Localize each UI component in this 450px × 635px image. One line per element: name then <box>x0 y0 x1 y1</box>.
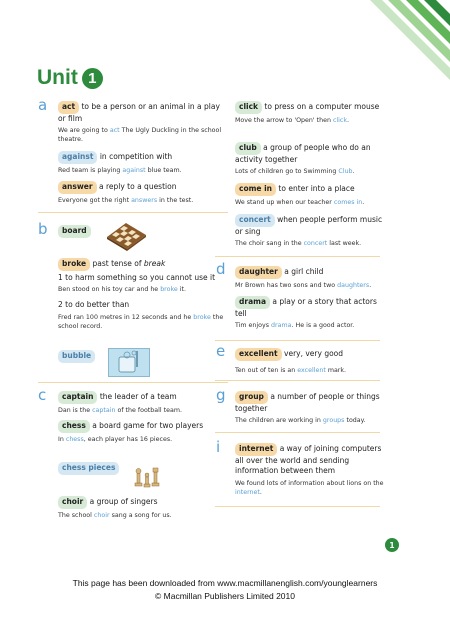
entry-daughter <box>235 266 385 290</box>
entry-club <box>235 142 385 176</box>
example-broke-1: Ben stood on his toy car and he broke it. <box>58 286 187 293</box>
definition-answer: a reply to a question <box>98 182 177 191</box>
entry-group <box>235 391 385 425</box>
example-choir: The school choir sang a song for us. <box>58 511 172 519</box>
definition-group: a number of people or things together <box>235 392 380 413</box>
letter-c: c <box>38 386 47 404</box>
headword-choir: choir <box>58 496 87 509</box>
letter-g: g <box>216 386 226 404</box>
headword-chess-pieces: chess pieces <box>58 462 119 475</box>
headword-come-in: come in <box>235 183 276 196</box>
definition-chess: a board game for two players <box>92 421 204 430</box>
footer-copyright: © Macmillan Publishers Limited 2010 <box>155 591 295 601</box>
entry-concert <box>235 214 385 248</box>
section-divider <box>215 340 380 341</box>
chess-pieces-image <box>132 464 162 489</box>
example-group: The children are working in groups today. <box>235 417 366 424</box>
section-divider <box>38 382 228 383</box>
entry-board <box>58 225 91 238</box>
unit-label: Unit <box>37 66 78 89</box>
section-divider <box>215 380 380 381</box>
letter-a: a <box>38 96 48 114</box>
definition-captain: the leader of a team <box>99 392 177 401</box>
headword-group: group <box>235 391 268 404</box>
example-club: Lots of children go to Swimming Club. <box>235 168 355 175</box>
entry-against <box>58 151 228 175</box>
entry-bubble <box>58 350 95 363</box>
entry-broke <box>58 258 228 331</box>
unit-title <box>37 66 103 90</box>
sense-broke-1: 1 to harm something so you cannot use it <box>58 272 216 282</box>
entry-act <box>58 101 228 144</box>
footer-download-notice: This page has been downloaded from www.macmillanenglish.com/younglearners <box>72 578 378 588</box>
example-drama: Tim enjoys drama. He is a good actor. <box>235 322 355 329</box>
letter-e: e <box>216 342 226 360</box>
headword-act: act <box>58 101 79 114</box>
headword-board: board <box>58 225 91 238</box>
definition-internet: a way of joining computers all over the world and sending information between them <box>235 444 382 475</box>
headword-drama: drama <box>235 296 270 309</box>
entry-click <box>235 101 385 125</box>
headword-answer: answer <box>58 181 97 194</box>
entry-choir <box>58 496 228 520</box>
section-divider <box>215 432 380 433</box>
headword-daughter: daughter <box>235 266 282 279</box>
example-come-in: We stand up when our teacher comes in. <box>235 198 365 206</box>
definition-excellent: very, very good <box>284 349 344 358</box>
example-act: We are going to act The Ugly Duckling in the school theatre. <box>58 127 222 143</box>
headword-concert: concert <box>235 214 275 227</box>
letter-i: i <box>216 438 221 456</box>
entry-excellent <box>235 348 385 375</box>
definition-broke: past tense of break <box>92 259 166 268</box>
section-divider <box>215 256 380 257</box>
sense-broke-2: 2 to do better than <box>58 300 130 309</box>
headword-bubble: bubble <box>58 350 95 363</box>
headword-click: click <box>235 101 262 114</box>
example-broke-2: Fred ran 100 metres in 12 seconds and he broke the school record. <box>58 313 224 330</box>
definition-choir: a group of singers <box>89 497 158 506</box>
entry-answer <box>58 181 228 205</box>
bubble-image <box>108 348 150 377</box>
entry-chess <box>58 420 208 444</box>
entry-internet <box>235 443 385 497</box>
page-number-badge: 1 <box>385 538 399 552</box>
section-divider <box>38 212 228 213</box>
definition-act: to be a person or an animal in a play or film <box>58 102 220 123</box>
example-captain: Dan is the captain of the football team. <box>58 406 182 414</box>
section-divider <box>215 506 380 507</box>
headword-chess: chess <box>58 420 90 433</box>
unit-number-badge: 1 <box>82 68 103 89</box>
definition-drama: a play or a story that actors tell <box>235 297 377 318</box>
definition-against: in competition with <box>99 152 173 161</box>
definition-concert: when people perform music or sing <box>235 215 383 236</box>
example-against: Red team is playing against blue team. <box>58 166 182 174</box>
entry-come-in <box>235 183 385 207</box>
example-chess: In chess, each player has 16 pieces. <box>58 435 173 443</box>
example-internet: We found lots of information about lions on the internet. <box>235 479 384 496</box>
headword-broke: broke <box>58 258 90 271</box>
entry-captain <box>58 391 228 415</box>
definition-click: to press on a computer mouse <box>264 102 380 111</box>
example-answer: Everyone got the right answers in the test. <box>58 196 194 204</box>
example-excellent: Ten out of ten is an excellent mark. <box>235 366 347 374</box>
headword-internet: internet <box>235 443 277 456</box>
entry-chess-pieces <box>58 462 119 475</box>
definition-come-in: to enter into a place <box>278 184 355 193</box>
example-click: Move the arrow to 'Open' then click. <box>235 116 350 124</box>
headword-excellent: excellent <box>235 348 282 361</box>
letter-b: b <box>38 220 48 238</box>
example-daughter: Mr Brown has two sons and two daughters. <box>235 281 372 289</box>
entry-drama <box>235 296 385 330</box>
definition-daughter: a girl child <box>284 267 324 276</box>
headword-captain: captain <box>58 391 97 404</box>
chessboard-image <box>105 221 148 251</box>
corner-stripes-decoration <box>330 0 450 110</box>
example-concert: The choir sang in the concert last week. <box>235 240 362 247</box>
headword-against: against <box>58 151 97 164</box>
letter-d: d <box>216 260 226 278</box>
headword-club: club <box>235 142 261 155</box>
definition-club: a group of people who do an activity together <box>235 143 371 164</box>
